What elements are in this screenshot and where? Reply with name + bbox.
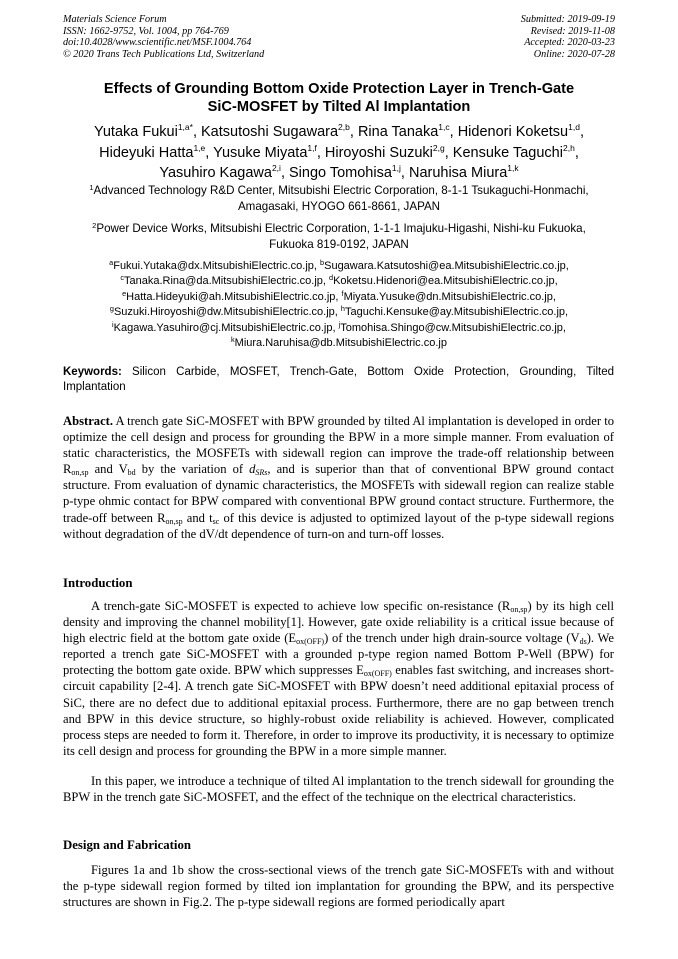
journal-name: Materials Science Forum xyxy=(63,14,167,25)
abstract: Abstract. A trench gate SiC-MOSFET with BPW grounded by tilted Al implantation is developed in order to optimize the cell design and process for grounding the BPW in a more simple manner. From evaluation of static characteristics, the MOSFETs with sidewall region can improve the trade-off relationship between $R_{on,sp}$ and $V_{bd}$ by the variation of $d_{SRs}$, and is superior than that of conventional BPW ground contact structure. From evaluation of dynamic characteristics, the MOSFETs with sidewall region can realize stable p-type ohmic contact for BPW compared with conventional BPW ground contact structure. Furthermore, the trade-off between $R_{on,sp}$ and $t_{sc}$ of this device is adjusted to optimized layout of the p-type sidewall regions without degradation of the dV/dt dependence of turn-on and turn-off losses. xyxy=(63,414,614,541)
email: $^b$Sugawara.Katsutoshi@ea.MitsubishiElectric.co.jp, xyxy=(320,258,569,272)
email: $^f$Miyata.Yusuke@dn.MitsubishiElectric.co.jp, xyxy=(341,288,556,303)
date-online: Online: 2020-07-28 xyxy=(533,48,615,60)
journal-copyright: © 2020 Trans Tech Publications Ltd, Switzerland xyxy=(63,48,265,60)
affiliation: $^2$Power Device Works, Mitsubishi Electric Corporation, 1-1-1 Imajuku-Higashi, Nishi-ku Fukuoka, Fukuoka 819-0192, JAPAN xyxy=(92,221,586,251)
author: Hiroyoshi Suzuki$^{2,g}$, xyxy=(324,142,453,161)
email: $^e$Hatta.Hideyuki@ah.MitsubishiElectric.co.jp, xyxy=(122,288,342,303)
section-heading: Introduction xyxy=(63,576,133,590)
email-list xyxy=(40,259,638,351)
affiliation: $^1$Advanced Technology R&D Center, Mitsubishi Electric Corporation, 8-1-1 Tsukaguchi-Honmachi, Amagasaki, HYOGO 661-8661, JAPAN xyxy=(89,183,589,213)
paragraph: Figures 1a and 1b show the cross-sectional views of the trench gate SiC-MOSFETs with and without the p-type sidewall region formed by tilted ion implantation for grounding the BPW, and its perspective structures are shown in Fig.2. The p-type sidewall regions are formed periodically apart xyxy=(63,863,614,910)
email: $^i$Kagawa.Yasuhiro@cj.MitsubishiElectric.co.jp, xyxy=(112,319,339,334)
date-accepted: Accepted: 2020-03-23 xyxy=(524,37,615,48)
keywords-label: Keywords: xyxy=(63,366,122,378)
paragraph: In this paper, we introduce a technique of tilted Al implantation to the trench sidewall for grounding the BPW in the trench gate SiC-MOSFET, and the effect of the technique on the electrical characteristics. xyxy=(63,774,614,805)
paper-title xyxy=(40,80,638,116)
email: $^h$Taguchi.Kensuke@ay.MitsubishiElectric.co.jp, xyxy=(340,304,569,319)
email: $^k$Miura.Naruhisa@db.MitsubishiElectric.co.jp xyxy=(231,335,447,350)
abstract-label: Abstract. xyxy=(63,414,114,428)
date-revised: Revised: 2019-11-08 xyxy=(530,25,615,37)
email: $^j$Tomohisa.Shingo@cw.MitsubishiElectric.co.jp, xyxy=(338,319,566,334)
author: Yutaka Fukui$^{1,a*}$, xyxy=(94,122,202,140)
journal-issn: ISSN: 1662-9752, Vol. 1004, pp 764-769 xyxy=(63,25,229,37)
email: $^a$Fukui.Yutaka@dx.MitsubishiElectric.co.jp, xyxy=(109,258,321,272)
journal-info xyxy=(63,14,264,60)
date-submitted: Submitted: 2019-09-19 xyxy=(520,14,615,25)
author: Rina Tanaka$^{1,c}$, xyxy=(357,122,458,140)
author: Kensuke Taguchi$^{2,h}$, xyxy=(452,142,579,161)
author: Yasuhiro Kagawa$^{2,i}$, xyxy=(159,163,289,181)
title-line: Effects of Grounding Bottom Oxide Protection Layer in Trench-Gate xyxy=(103,81,575,97)
author: Singo Tomohisa$^{1,j}$, xyxy=(289,163,409,181)
keywords-text: Silicon Carbide, MOSFET, Trench-Gate, Bottom Oxide Protection, Grounding, Tilted Implantation xyxy=(63,366,614,393)
email: $^d$Koketsu.Hidenori@ea.MitsubishiElectric.co.jp, xyxy=(329,273,558,288)
author: Naruhisa Miura$^{1,k}$ xyxy=(408,163,519,181)
paragraph: A trench-gate SiC-MOSFET is expected to achieve low specific on-resistance $(R_{on,sp})$ by its high cell density and improving the channel mobility[1]. However, gate oxide reliability is a critical issue because of high electric field at the bottom gate oxide $(E_{ox(OFF)})$ of the trench under high drain-source voltage $(V_{ds})$. We reported a trench gate SiC-MOSFET with a grounded p-type region named Bottom P-Well (BPW) for protecting the bottom gate oxide. BPW which suppresses $E_{ox(OFF)}$ enables fast switching, and increases short-circuit capability [2-4]. A trench gate SiC-MOSFET with BPW doesn’t need additional epitaxial process of SiC, there are no defect due to additional epitaxial process. Furthermore, there are no gap between trench and BPW in this device structure, so highly-robust oxide reliability is achieved. However, complicated process steps are needed to form it. Therefore, in order to improve its productivity, it is necessary to optimize its cell design and process for grounding the BPW in a more simple manner. xyxy=(63,599,614,758)
section-heading: Design and Fabrication xyxy=(63,838,191,852)
author: Hideyuki Hatta$^{1,e}$, xyxy=(99,142,214,161)
submission-dates xyxy=(521,14,615,60)
author: Katsutoshi Sugawara$^{2,b}$, xyxy=(201,122,358,140)
email: $^c$Tanaka.Rina@da.MitsubishiElectric.co.jp, xyxy=(120,273,330,288)
keywords xyxy=(63,365,614,394)
title-line: SiC-MOSFET by Tilted Al Implantation xyxy=(207,99,471,115)
author: Hidenori Koketsu$^{1,d}$, xyxy=(457,122,584,140)
author-list xyxy=(40,122,638,184)
journal-doi: doi:10.4028/www.scientific.net/MSF.1004.764 xyxy=(63,37,252,48)
email: $^g$Suzuki.Hiroyoshi@dw.MitsubishiElectric.co.jp, xyxy=(109,304,341,319)
author: Yusuke Miyata$^{1,f}$, xyxy=(213,142,325,161)
